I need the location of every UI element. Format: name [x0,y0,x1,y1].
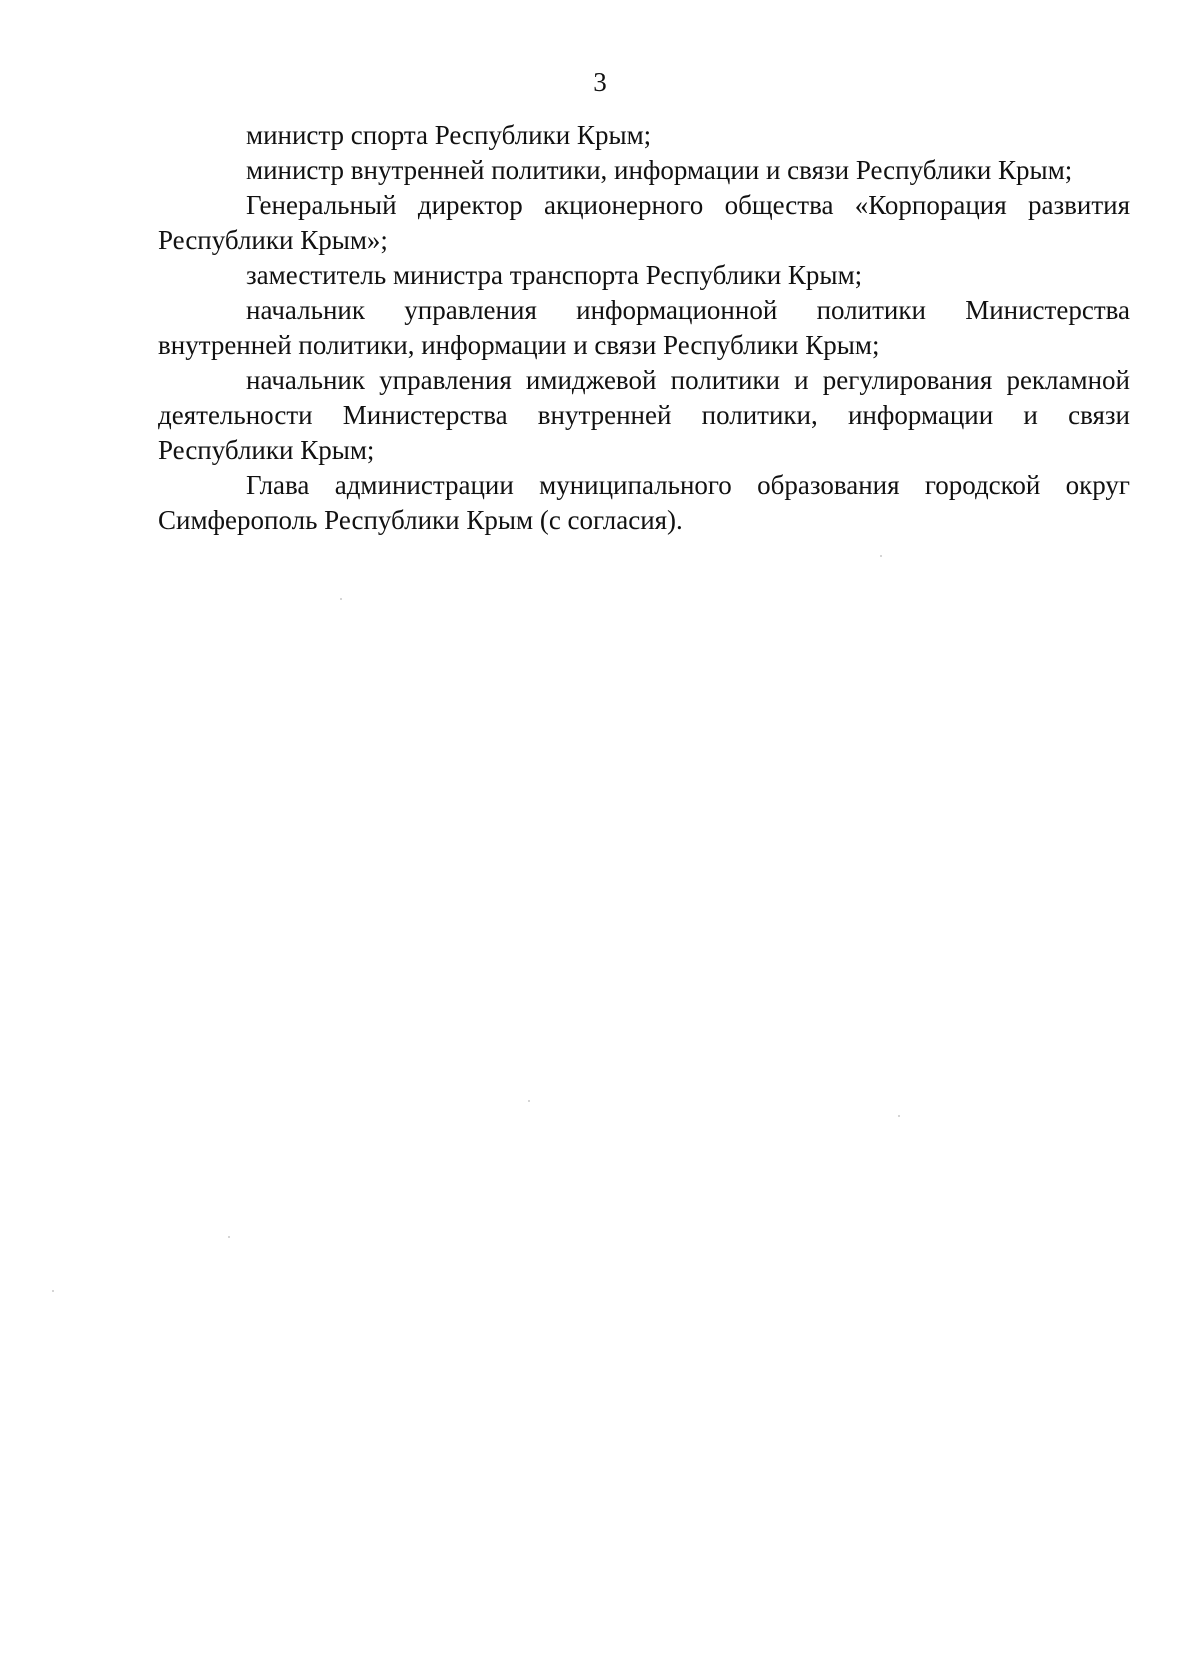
page-number: 3 [593,67,607,97]
list-item: Генеральный директор акционерного общества «Корпорация развития Республики Крым»; [158,190,1130,255]
list-item: начальник управления имиджевой политики и регулирования рекламной деятельности Министерства внутренней политики, информации и связи Республики Крым; [158,365,1130,465]
list-item: начальник управления информационной политики Министерства внутренней политики, информации и связи Республики Крым; [158,295,1130,360]
list-item: министр внутренней политики, информации и связи Республики Крым; [246,155,1073,185]
scan-speck [880,555,882,557]
list-item: Глава администрации муниципального образования городской округ Симферополь Республики Крым (с согласия). [158,470,1130,535]
list-item: заместитель министра транспорта Республики Крым; [246,260,863,290]
list-item: министр спорта Республики Крым; [246,120,652,150]
scan-speck [228,1236,230,1238]
scan-speck [52,1290,54,1292]
scan-speck [528,1100,530,1102]
member-list [158,118,1130,538]
scan-speck [340,598,342,600]
scan-speck [898,1115,900,1117]
